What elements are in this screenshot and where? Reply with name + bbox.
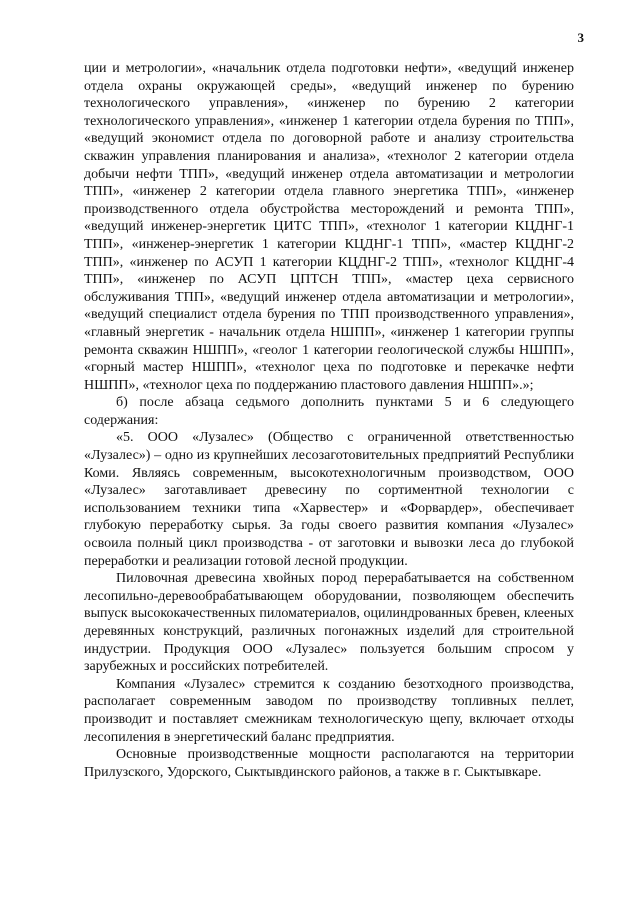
document-body	[84, 60, 574, 781]
paragraph-item-5-luzales: «5. ООО «Лузалес» (Общество с ограниченной ответственностью «Лузалес») – одно из крупнейших лесозаготовительных предприятий Республики Коми. Являясь современным, высокотехнологичным производством, ООО «Лузалес» заготавливает древесину по сортиментной технологии с использованием техники типа «Харвестер» и «Форвардер», обеспечивает глубокую переработку сырья. За годы своего развития компания «Лузалес» освоила полный цикл производства - от заготовки и вывозки леса до глубокой переработки и реализации готовой лесной продукции.	[84, 430, 574, 569]
paragraph-waste-free: Компания «Лузалес» стремится к созданию безотходного производства, располагает современным заводом по производству топливных пеллет, производит и поставляет смежникам технологическую щепу, включает отходы лесопиления в энергетический баланс предприятия.	[84, 676, 574, 745]
paragraph-position-list: ции и метрологии», «начальник отдела подготовки нефти», «ведущий инженер отдела охраны окружающей среды», «ведущий инженер по бурению технологического управления», «инженер по бурению 2 категории технологического управления», «инженер 1 категории отдела бурения по ТПП», «ведущий экономист отдела по договорной работе и анализу строительства скважин управления планирования и анализа», «технолог 2 категории отдела добычи нефти ТПП», «ведущий инженер отдела автоматизации и метрологии ТПП», «инженер 2 категории отдела главного энергетика ТПП», «инженер производственного отдела обустройства месторождений и ремонта ТПП», «ведущий инженер-энергетик ЦИТС ТПП», «технолог 1 категории КЦДНГ-1 ТПП», «инженер-энергетик 1 категории КЦДНГ-1 ТПП», «мастер КЦДНГ-2 ТПП», «инженер по АСУП 1 категории КЦДНГ-2 ТПП», «технолог КЦДНГ-4 ТПП», «инженер по АСУП ЦПТСН ТПП», «мастер цеха сервисного обслуживания ТПП», «ведущий инженер отдела автоматизации и метрологии», «ведущий специалист отдела бурения по ТПП производственного управления», «главный энергетик - начальник отдела НШПП», «инженер 1 категории группы ремонта скважин НШПП», «геолог 1 категории геологической службы НШПП», «горный мастер НШПП», «технолог цеха по подготовке и перекачке нефти НШПП», «технолог цеха по поддержанию пластового давления НШПП».»;	[84, 61, 574, 393]
page-number: 3	[577, 30, 584, 45]
paragraph-amendment-b: б) после абзаца седьмого дополнить пунктами 5 и 6 следующего содержания:	[84, 395, 574, 428]
paragraph-facilities: Основные производственные мощности располагаются на территории Прилузского, Удорского, Сыктывдинского районов, а также в г. Сыктывкаре.	[84, 747, 574, 780]
paragraph-sawmill: Пиловочная древесина хвойных пород перерабатывается на собственном лесопильно-деревообрабатывающем оборудовании, позволяющем обеспечить выпуск высококачественных пиломатериалов, оцилиндрованных бревен, клееных деревянных конструкций, различных погонажных изделий для строительной индустрии. Продукция ООО «Лузалес» пользуется большим спросом у зарубежных и российских потребителей.	[84, 571, 574, 675]
